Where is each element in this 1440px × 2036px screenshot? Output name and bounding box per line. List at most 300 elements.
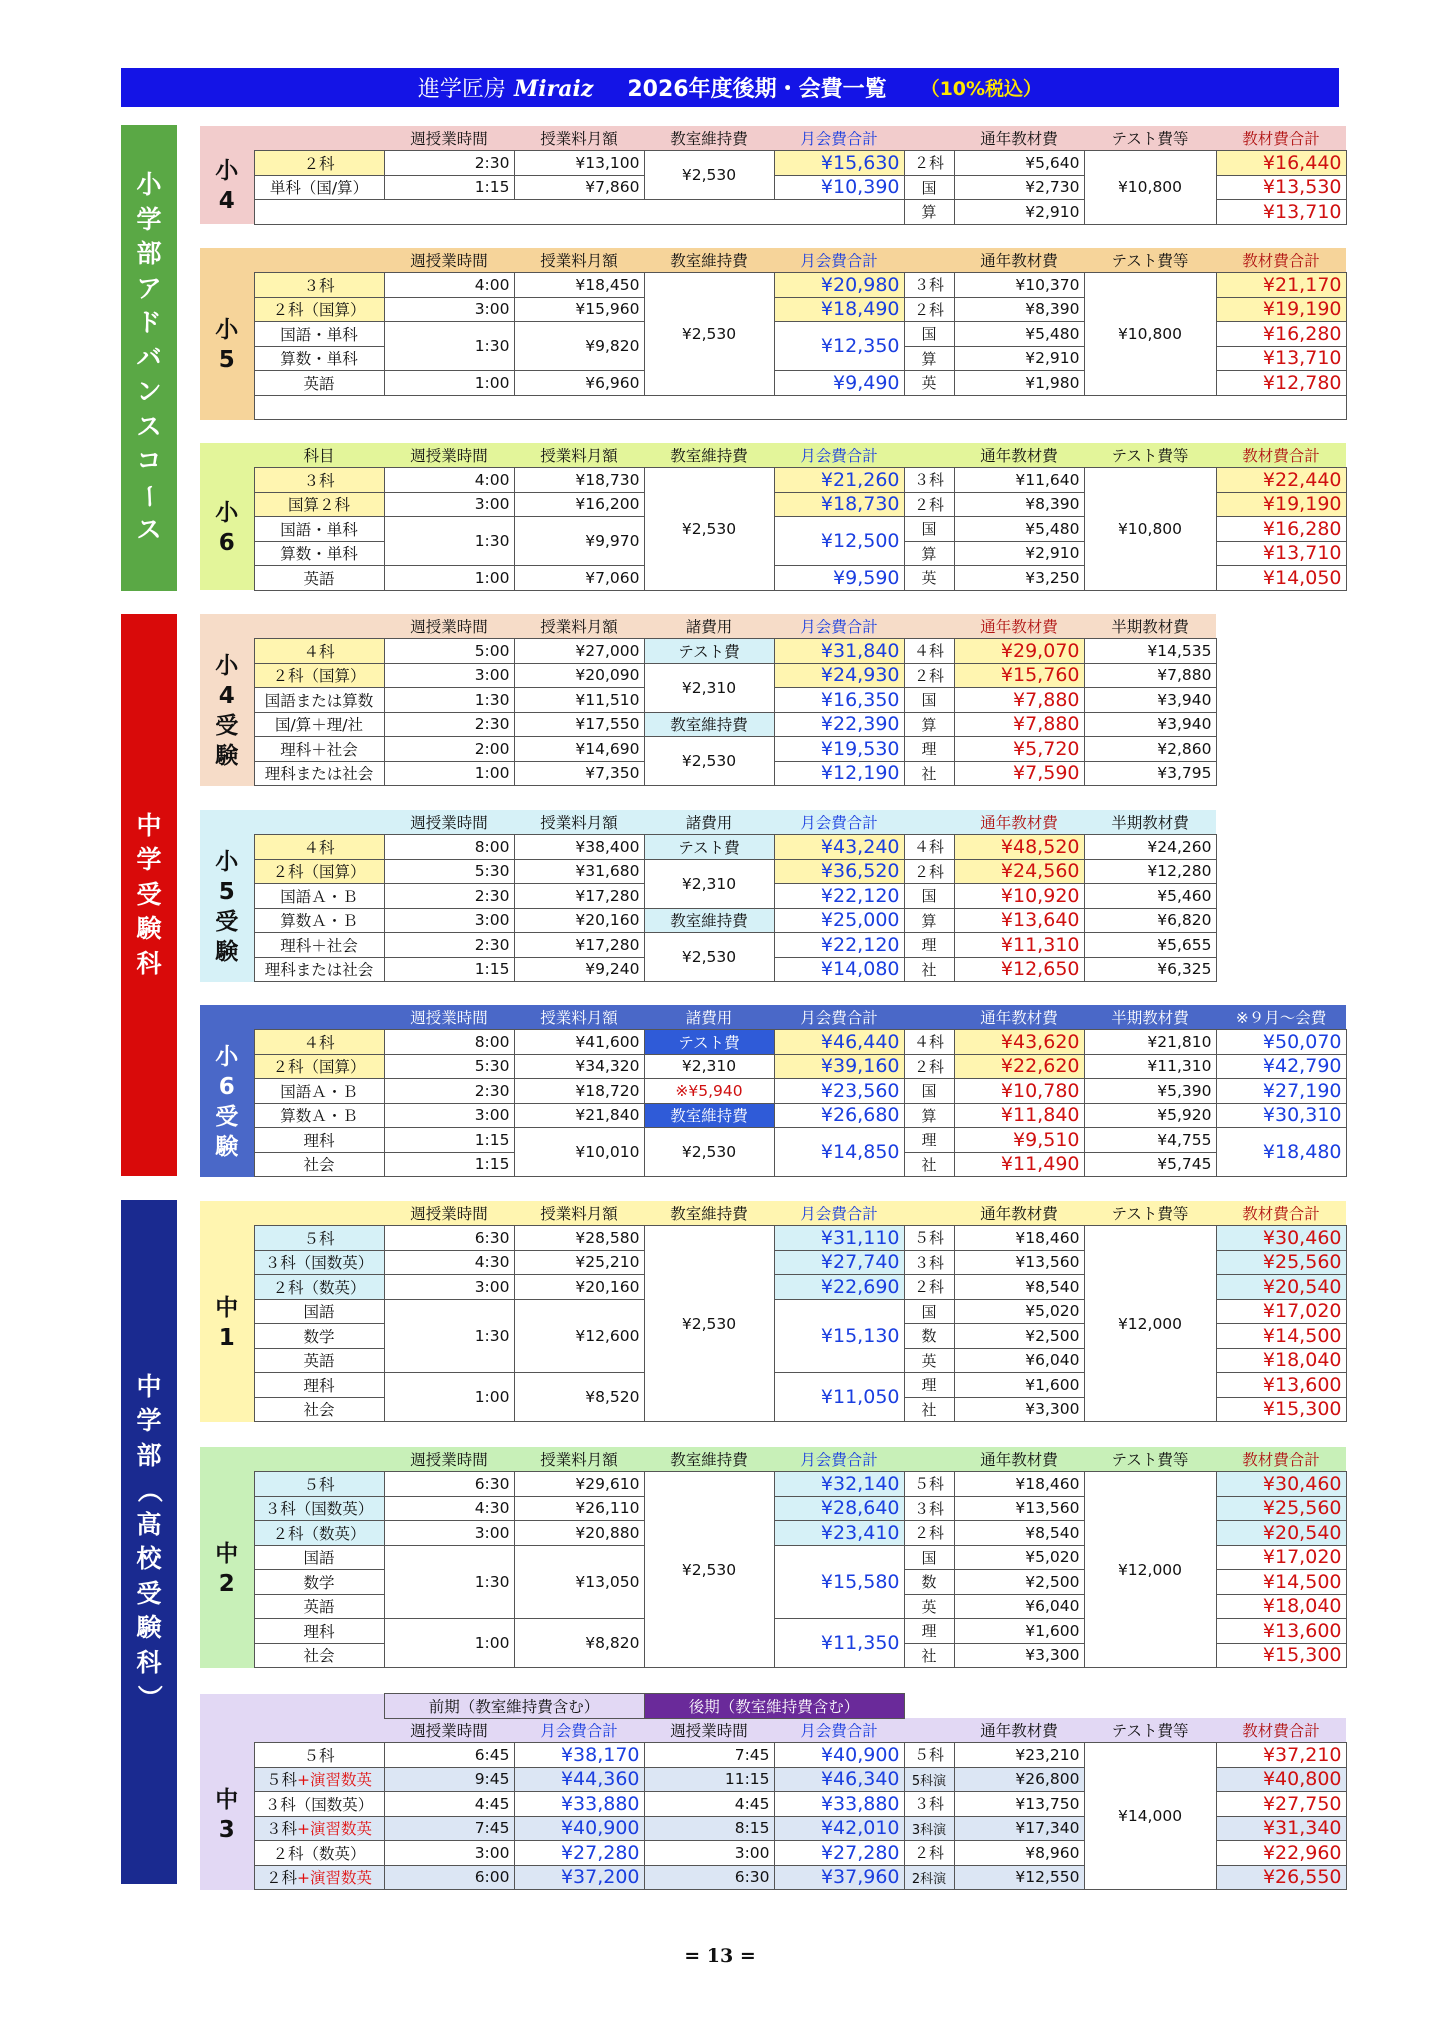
table-cell: 英語 <box>254 1594 384 1619</box>
table-cell: ３科 <box>904 1496 954 1521</box>
table-cell: 3:00 <box>644 1841 774 1866</box>
cell-text: 受 <box>215 909 239 935</box>
table-cell: ¥8,540 <box>954 1521 1084 1546</box>
table-cell: ¥13,710 <box>1216 346 1346 371</box>
table-cell: 週授業時間 <box>410 618 488 636</box>
table-cell: ¥21,260 <box>774 468 904 493</box>
table-cell: 国語Ａ・Ｂ <box>254 884 384 909</box>
table-cell: ¥37,200 <box>514 1865 644 1890</box>
table-cell: ¥12,550 <box>954 1865 1084 1890</box>
table-cell: 週授業時間 <box>670 1722 748 1741</box>
table-cell: ¥2,530 <box>644 933 774 982</box>
table-cell: ¥13,100 <box>514 151 644 176</box>
table-cell: ¥13,600 <box>1216 1373 1346 1398</box>
table-cell: ¥22,960 <box>1216 1841 1346 1866</box>
table-cell: 3:00 <box>384 1841 514 1866</box>
table-cell: ¥2,730 <box>954 175 1084 200</box>
table-cell <box>904 126 954 151</box>
table-cell: 算 <box>904 200 954 225</box>
table-cell: ¥13,710 <box>1216 541 1346 566</box>
table-cell: ２科 <box>904 1521 954 1546</box>
table-cell: 英 <box>904 371 954 396</box>
table-cell: ¥11,510 <box>514 688 644 713</box>
table-cell: 英 <box>904 1348 954 1373</box>
table-cell <box>254 248 384 273</box>
table-cell: 週授業時間 <box>410 1451 488 1469</box>
table-cell <box>200 810 254 835</box>
table-cell: 通年教材費 <box>980 1009 1058 1027</box>
table-row <box>200 933 1216 958</box>
table-cell <box>254 614 384 639</box>
table-cell: ¥24,930 <box>774 663 904 688</box>
table-cell: ¥10,370 <box>954 273 1084 298</box>
cell-text: 小 <box>215 317 239 344</box>
table-cell: ２科 <box>904 1275 954 1300</box>
cell-text: +演習数英 <box>297 1869 372 1888</box>
table-cell: ¥2,910 <box>954 346 1084 371</box>
table-cell: ¥40,900 <box>774 1743 904 1768</box>
table-cell: ¥3,940 <box>1084 688 1216 713</box>
table-cell: ¥46,440 <box>774 1030 904 1055</box>
table-cell: ¥2,530 <box>644 468 774 591</box>
table-cell: ¥46,340 <box>774 1767 904 1792</box>
table-cell: ¥15,300 <box>1216 1397 1346 1422</box>
table-cell: 通年教材費 <box>980 130 1058 148</box>
table-cell: ¥6,960 <box>514 371 644 396</box>
table-cell: ¥10,920 <box>954 884 1084 909</box>
table-cell: ¥10,390 <box>774 175 904 200</box>
table-cell <box>200 1226 254 1422</box>
table-cell: ¥11,490 <box>954 1152 1084 1177</box>
table-cell: ¥20,090 <box>514 663 644 688</box>
table-cell: 4:45 <box>644 1792 774 1817</box>
table-cell: 1:15 <box>384 957 514 982</box>
cell-text: +演習数英 <box>297 1820 372 1839</box>
table-cell: 3:00 <box>384 663 514 688</box>
table-cell: 授業料月額 <box>540 1009 618 1027</box>
table-cell: 算 <box>904 712 954 737</box>
table-cell: ¥10,780 <box>954 1079 1084 1104</box>
table-cell: ¥14,500 <box>1216 1324 1346 1349</box>
table-cell: 授業料月額 <box>540 252 618 270</box>
table-cell <box>254 1865 384 1890</box>
table-cell: 教室維持費 <box>670 1451 748 1469</box>
table-cell: 授業料月額 <box>540 814 618 832</box>
table-cell: 6:45 <box>384 1743 514 1768</box>
table-cell: 教材費合計 <box>1242 1722 1320 1740</box>
table-cell: ¥13,750 <box>954 1792 1084 1817</box>
table-cell: 前期（教室維持費含む） <box>384 1694 644 1719</box>
table-cell <box>254 1816 384 1841</box>
table-cell: ¥8,540 <box>954 1275 1084 1300</box>
table-cell: ¥9,490 <box>774 371 904 396</box>
table-cell: ¥3,300 <box>954 1643 1084 1668</box>
cell-text: 小 <box>215 158 239 185</box>
table-cell: 半期教材費 <box>1111 618 1189 636</box>
table-cell: 6:00 <box>384 1865 514 1890</box>
table-row <box>200 395 1346 420</box>
table-cell: 授業料月額 <box>540 1451 618 1469</box>
cell-text: 受 <box>215 713 239 739</box>
cell-text: 験 <box>215 1133 239 1160</box>
table-cell: 月会費合計 <box>800 1451 878 1469</box>
table-cell: ¥26,550 <box>1216 1865 1346 1890</box>
table-cell: 月会費合計 <box>800 1722 878 1741</box>
table-cell: 6:30 <box>644 1865 774 1890</box>
table-cell: 国 <box>904 175 954 200</box>
table-cell: 1:15 <box>384 1128 514 1153</box>
table-header-row <box>200 1694 1346 1719</box>
table-cell: ¥2,530 <box>644 1128 774 1177</box>
table-cell: ¥1,600 <box>954 1619 1084 1644</box>
table-cell: ¥27,750 <box>1216 1792 1346 1817</box>
table-cell: 2:30 <box>384 884 514 909</box>
table-cell: ¥10,800 <box>1084 468 1216 591</box>
table-cell <box>200 468 254 591</box>
table-cell: 社会 <box>254 1643 384 1668</box>
table-cell: ¥2,530 <box>644 1226 774 1422</box>
table-cell: ※９月～会費 <box>1235 1009 1327 1027</box>
table-sho5 <box>200 248 1347 420</box>
table-cell: ¥14,500 <box>1216 1570 1346 1595</box>
table-cell: ¥2,530 <box>644 1472 774 1668</box>
table-cell <box>254 1767 384 1792</box>
table-cell: ¥5,480 <box>954 517 1084 542</box>
table-cell: 英 <box>904 1594 954 1619</box>
table-cell: 6:30 <box>384 1226 514 1251</box>
table-cell: ¥18,460 <box>954 1226 1084 1251</box>
table-cell: 英 <box>904 566 954 591</box>
table-row <box>200 151 1346 176</box>
table-cell: 教材費合計 <box>1242 1451 1320 1469</box>
table-row <box>200 639 1216 664</box>
table-cell: 算数・単科 <box>254 541 384 566</box>
table-cell: ３科（国数英） <box>254 1250 384 1275</box>
table-cell: ¥27,000 <box>514 639 644 664</box>
table-cell: 科目 <box>303 447 335 465</box>
table-cell: ¥2,500 <box>954 1570 1084 1595</box>
table-cell: ¥31,840 <box>774 639 904 664</box>
table-cell: ¥16,200 <box>514 492 644 517</box>
table-cell: 理科＋社会 <box>254 737 384 762</box>
table-cell: テスト費等 <box>1111 1451 1189 1469</box>
table-cell: ¥11,350 <box>774 1619 904 1668</box>
table-cell: 理科 <box>254 1373 384 1398</box>
table-cell <box>200 614 254 639</box>
table-cell: ¥5,460 <box>1084 884 1216 909</box>
table-cell: 6:30 <box>384 1472 514 1497</box>
table-cell: ¥14,850 <box>774 1128 904 1177</box>
table-cell: ¥12,600 <box>514 1299 644 1373</box>
table-cell: ¥6,040 <box>954 1348 1084 1373</box>
table-cell: 月会費合計 <box>800 252 878 270</box>
table-cell: ¥1,600 <box>954 1373 1084 1398</box>
table-cell: 7:45 <box>384 1816 514 1841</box>
table-cell: 国 <box>904 322 954 347</box>
table-row <box>200 835 1216 860</box>
table-cell: テスト費等 <box>1111 1205 1189 1223</box>
table-cell: 理 <box>904 933 954 958</box>
table-cell: ３科 <box>254 273 384 298</box>
table-cell: 週授業時間 <box>410 130 488 148</box>
table-cell: ２科 <box>904 151 954 176</box>
table-cell: ¥38,400 <box>514 835 644 860</box>
table-cell <box>200 248 254 273</box>
table-cell: 2科演 <box>904 1865 954 1890</box>
table-cell: ¥17,280 <box>514 884 644 909</box>
table-cell: ２科 <box>904 297 954 322</box>
table-row <box>200 1128 1346 1153</box>
table-row <box>200 712 1216 737</box>
table-cell: テスト費等 <box>1111 1722 1189 1740</box>
table-row <box>200 1054 1346 1079</box>
table-cell: ¥32,140 <box>774 1472 904 1497</box>
table-cell: ¥7,350 <box>514 761 644 786</box>
table-cell: ¥3,940 <box>1084 712 1216 737</box>
table-cell <box>200 1743 254 1890</box>
table-cell: ５科 <box>904 1743 954 1768</box>
table-cell: テスト費 <box>644 835 774 860</box>
table-cell: 社会 <box>254 1397 384 1422</box>
table-cell: ¥19,190 <box>1216 492 1346 517</box>
table-sho6 <box>200 443 1347 591</box>
table-cell: ¥23,410 <box>774 1521 904 1546</box>
table-cell: 月会費合計 <box>800 814 878 832</box>
table-cell: 3:00 <box>384 908 514 933</box>
table-cell: 英語 <box>254 566 384 591</box>
table-cell: ¥26,680 <box>774 1103 904 1128</box>
table-cell: ２科（数英） <box>254 1521 384 1546</box>
table-cell: ¥18,040 <box>1216 1348 1346 1373</box>
table-cell: 算 <box>904 541 954 566</box>
cell-text: 小 <box>215 849 239 876</box>
table-cell: ¥20,540 <box>1216 1275 1346 1300</box>
table-cell: ¥12,000 <box>1084 1226 1216 1422</box>
table-cell: ¥17,340 <box>954 1816 1084 1841</box>
table-cell: ¥13,640 <box>954 908 1084 933</box>
table-cell: 2:30 <box>384 1079 514 1104</box>
table-cell <box>200 1694 254 1719</box>
table-cell: 月会費合計 <box>800 130 878 148</box>
table-cell: ２科（国算） <box>254 297 384 322</box>
table-cell: ¥38,170 <box>514 1743 644 1768</box>
table-cell <box>1216 1694 1346 1719</box>
table-cell: ¥30,310 <box>1216 1103 1346 1128</box>
table-cell: 月会費合計 <box>800 1009 878 1027</box>
table-exam4 <box>200 614 1217 786</box>
table-header-row <box>200 1201 1346 1226</box>
table-cell: ¥13,530 <box>1216 175 1346 200</box>
table-cell: ¥40,900 <box>514 1816 644 1841</box>
table-cell: 理 <box>904 1128 954 1153</box>
table-cell: ¥24,560 <box>954 859 1084 884</box>
cell-text: ２科 <box>265 1869 297 1888</box>
table-cell: ¥27,280 <box>774 1841 904 1866</box>
table-cell: テスト費等 <box>1111 130 1189 148</box>
table-cell: 半期教材費 <box>1111 814 1189 832</box>
table-cell: ¥7,880 <box>1084 663 1216 688</box>
table-cell: 3科演 <box>904 1816 954 1841</box>
table-header-row <box>200 443 1346 468</box>
table-cell: ¥20,880 <box>514 1521 644 1546</box>
table-cell: ２科（数英） <box>254 1275 384 1300</box>
table-cell: 国 <box>904 884 954 909</box>
table-cell: ¥18,460 <box>954 1472 1084 1497</box>
table-cell: ¥25,560 <box>1216 1250 1346 1275</box>
table-cell: 理科または社会 <box>254 957 384 982</box>
table-cell: 理 <box>904 737 954 762</box>
table-cell <box>200 126 254 151</box>
table-cell: 諸費用 <box>685 618 733 636</box>
table-cell: 9:45 <box>384 1767 514 1792</box>
table-cell: ¥9,240 <box>514 957 644 982</box>
table-cell: ¥34,320 <box>514 1054 644 1079</box>
table-cell: 通年教材費 <box>980 814 1058 832</box>
table-cell: 1:00 <box>384 1373 514 1422</box>
table-cell: 単科（国/算） <box>254 175 384 200</box>
table-cell: 算数・単科 <box>254 346 384 371</box>
table-cell: 教室維持費 <box>644 908 774 933</box>
table-cell: ３科（国数英） <box>254 1496 384 1521</box>
table-cell: ¥9,510 <box>954 1128 1084 1153</box>
table-cell: ２科 <box>904 1841 954 1866</box>
table-cell: ¥15,130 <box>774 1299 904 1373</box>
table-cell: ¥7,880 <box>954 712 1084 737</box>
table-cell: 1:30 <box>384 1545 514 1619</box>
table-cell: ¥18,730 <box>774 492 904 517</box>
table-cell: 理科＋社会 <box>254 933 384 958</box>
table-cell: ５科 <box>904 1226 954 1251</box>
table-cell: 4:45 <box>384 1792 514 1817</box>
table-cell: 授業料月額 <box>540 447 618 465</box>
table-cell: 数学 <box>254 1324 384 1349</box>
table-cell: ¥10,800 <box>1084 273 1216 396</box>
table-cell: ¥14,080 <box>774 957 904 982</box>
cell-text: 中 <box>215 1787 239 1814</box>
table-cell: 1:30 <box>384 517 514 566</box>
table-cell: 1:00 <box>384 1619 514 1668</box>
table-cell: ¥21,170 <box>1216 273 1346 298</box>
table-cell: 3:00 <box>384 492 514 517</box>
table-cell: 理科 <box>254 1128 384 1153</box>
table-cell: ４科 <box>254 639 384 664</box>
table-cell: 11:15 <box>644 1767 774 1792</box>
table-cell: 通年教材費 <box>980 1722 1058 1740</box>
table-cell: ¥14,690 <box>514 737 644 762</box>
table-cell <box>904 1447 954 1472</box>
table-cell <box>254 1792 384 1817</box>
table-cell: 月会費合計 <box>800 447 878 465</box>
table-cell: 数学 <box>254 1570 384 1595</box>
table-cell: ¥22,440 <box>1216 468 1346 493</box>
table-cell: 理 <box>904 1373 954 1398</box>
cell-text: ５科 <box>303 1746 335 1765</box>
table-cell: 社 <box>904 957 954 982</box>
table-header-row <box>200 248 1346 273</box>
table-cell: 英語 <box>254 371 384 396</box>
table-cell: 教材費合計 <box>1242 1205 1320 1223</box>
table-cell <box>904 614 954 639</box>
table-cell: 月会費合計 <box>800 618 878 636</box>
table-cell: ¥5,720 <box>954 737 1084 762</box>
table-cell: ¥15,300 <box>1216 1643 1346 1668</box>
table-cell <box>904 1718 954 1743</box>
table-row <box>200 737 1216 762</box>
table-cell <box>200 1030 254 1177</box>
table-cell <box>254 810 384 835</box>
table-cell: ¥2,910 <box>954 541 1084 566</box>
table-cell: ¥12,000 <box>1084 1472 1216 1668</box>
table-cell: ¥39,160 <box>774 1054 904 1079</box>
table-cell <box>904 810 954 835</box>
table-cell: 週授業時間 <box>410 814 488 832</box>
table-cell: ¥2,310 <box>644 1054 774 1079</box>
table-cell: ¥15,760 <box>954 663 1084 688</box>
table-cell <box>904 1694 954 1719</box>
table-cell: 通年教材費 <box>980 1451 1058 1469</box>
table-cell: ¥22,120 <box>774 933 904 958</box>
table-cell: ¥13,600 <box>1216 1619 1346 1644</box>
table-cell: ¥23,210 <box>954 1743 1084 1768</box>
table-cell: 週授業時間 <box>410 1722 488 1741</box>
table-row <box>200 1226 1346 1251</box>
table-cell: 4:00 <box>384 273 514 298</box>
table-cell: 教材費合計 <box>1242 252 1320 270</box>
table-cell: ¥12,780 <box>1216 371 1346 396</box>
table-cell <box>200 1718 254 1743</box>
table-cell: 国 <box>904 1079 954 1104</box>
table-cell: ¥13,050 <box>514 1545 644 1619</box>
table-cell: 国算２科 <box>254 492 384 517</box>
table-cell: テスト費 <box>644 1030 774 1055</box>
table-cell: 5:30 <box>384 1054 514 1079</box>
table-cell: ¥7,860 <box>514 175 644 200</box>
table-cell: ¥18,040 <box>1216 1594 1346 1619</box>
table-cell: ¥16,280 <box>1216 517 1346 542</box>
table-cell: ¥9,970 <box>514 517 644 566</box>
table-cell: ¥24,260 <box>1084 835 1216 860</box>
table-cell: 算数Ａ・Ｂ <box>254 908 384 933</box>
table-cell: ２科（国算） <box>254 663 384 688</box>
table-cell: 数 <box>904 1324 954 1349</box>
table-cell: ¥4,755 <box>1084 1128 1216 1153</box>
table-cell: ¥18,450 <box>514 273 644 298</box>
table-cell: ¥20,980 <box>774 273 904 298</box>
table-cell <box>254 1841 384 1866</box>
cell-text: 1 <box>218 1324 235 1351</box>
table-row <box>200 468 1346 493</box>
table-cell <box>954 1694 1084 1719</box>
table-cell: ¥17,020 <box>1216 1545 1346 1570</box>
table-cell: ¥12,280 <box>1084 859 1216 884</box>
table-cell: ¥43,240 <box>774 835 904 860</box>
table-cell: ¥6,325 <box>1084 957 1216 982</box>
table-cell: ¥19,190 <box>1216 297 1346 322</box>
table-cell: テスト費等 <box>1111 252 1189 270</box>
table-cell: 3:00 <box>384 1103 514 1128</box>
table-cell: テスト費 <box>644 639 774 664</box>
brand-kanji: 進学匠房 <box>417 77 506 102</box>
table-cell: 教材費合計 <box>1242 130 1320 148</box>
cell-text: 小 <box>215 1044 239 1071</box>
table-cell: 授業料月額 <box>540 1205 618 1223</box>
cell-text: 小 <box>215 499 239 526</box>
table-cell: ¥41,600 <box>514 1030 644 1055</box>
table-cell: ¥21,840 <box>514 1103 644 1128</box>
table-cell: 2:00 <box>384 737 514 762</box>
table-cell: ３科 <box>904 1250 954 1275</box>
table-sho4 <box>200 126 1347 225</box>
